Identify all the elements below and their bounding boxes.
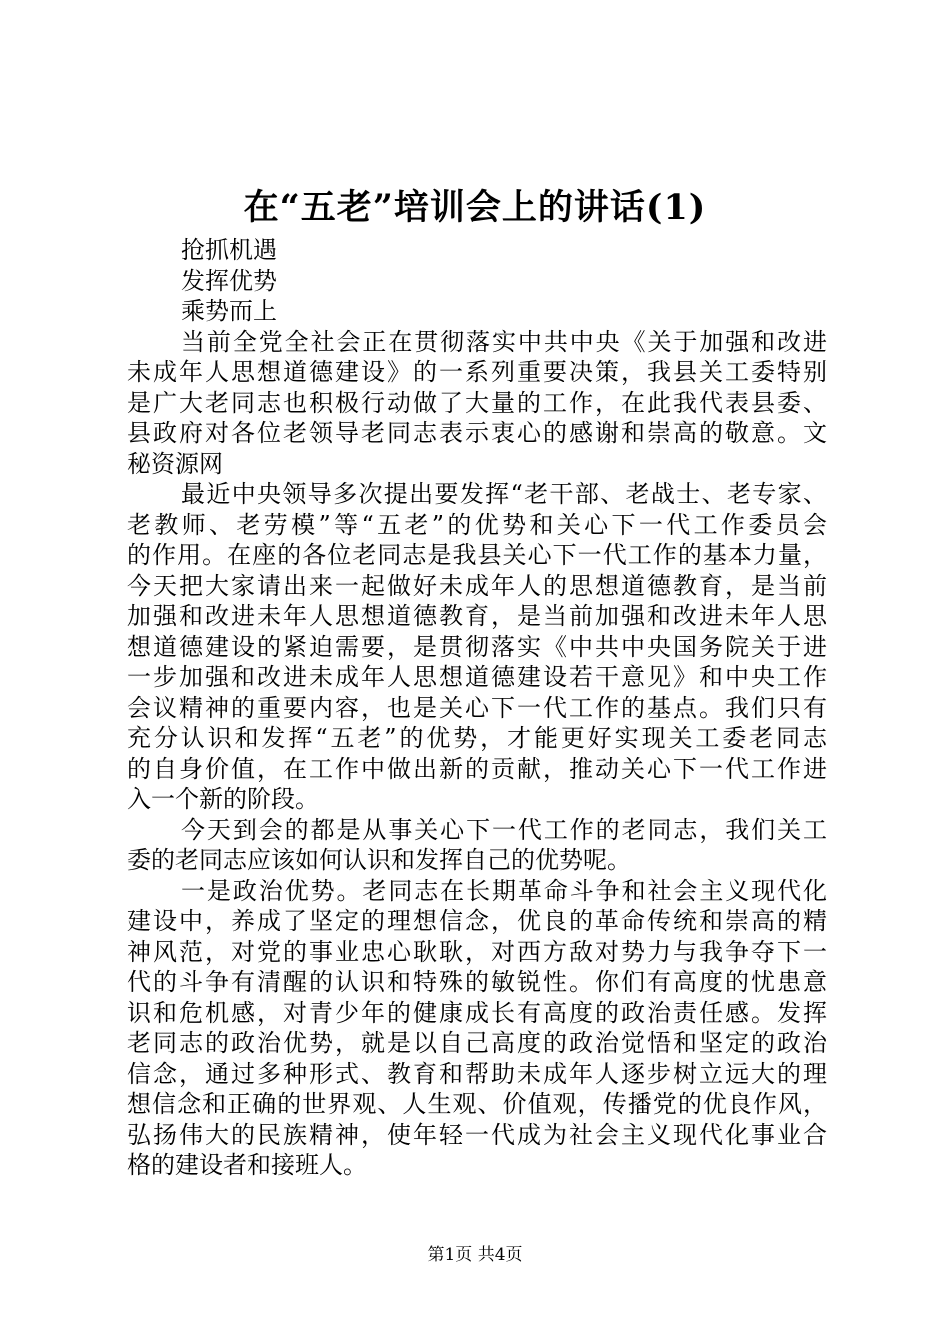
text-line: 抢抓机遇 [181, 236, 277, 264]
text-line: 今天把大家请出来一起做好未成年人的思想道德教育，是当前 [127, 571, 827, 600]
text-line: 发挥优势 [181, 266, 277, 295]
text-line: 今天到会的都是从事关心下一代工作的老同志，我们关工 [181, 815, 827, 844]
text-line: 秘资源网 [127, 449, 223, 478]
text-line: 建设中，养成了坚定的理想信念，优良的革命传统和崇高的精 [127, 907, 827, 935]
text-line: 当前全党全社会正在贯彻落实中共中央《关于加强和改进 [181, 327, 827, 356]
text-line: 识和危机感，对青少年的健康成长有高度的政治责任感。发挥 [127, 998, 827, 1027]
text-line: 一步加强和改进未成年人思想道德建设若干意见》和中央工作 [127, 663, 827, 691]
document-title: 在“五老”培训会上的讲话(1) [243, 187, 707, 228]
text-line: 未成年人思想道德建设》的一系列重要决策，我县关工委特别 [127, 358, 827, 386]
text-line: 弘扬伟大的民族精神，使年轻一代成为社会主义现代化事业合 [127, 1120, 827, 1149]
text-line: 最近中央领导多次提出要发挥“老干部、老战士、老专家、 [181, 480, 827, 508]
text-line: 一是政治优势。老同志在长期革命斗争和社会主义现代化 [181, 876, 827, 905]
text-line: 充分认识和发挥“五老”的优势，才能更好实现关工委老同志 [127, 724, 827, 752]
text-line: 想信念和正确的世界观、人生观、价值观，传播党的优良作风， [127, 1090, 827, 1118]
document-body [127, 235, 827, 1181]
text-line: 会议精神的重要内容，也是关心下一代工作的基点。我们只有 [127, 693, 827, 722]
text-line: 神风范，对党的事业忠心耿耿，对西方敌对势力与我争夺下一 [127, 937, 827, 966]
page-footer: 第1页 共4页 [427, 1245, 523, 1265]
text-line: 是广大老同志也积极行动做了大量的工作，在此我代表县委、 [127, 388, 827, 417]
text-line: 老同志的政治优势，就是以自己高度的政治觉悟和坚定的政治 [127, 1029, 827, 1057]
text-line: 老教师、老劳模”等“五老”的优势和关心下一代工作委员会 [127, 510, 827, 539]
text-line: 入一个新的阶段。 [127, 785, 319, 813]
text-line: 县政府对各位老领导老同志表示衷心的感谢和崇高的敬意。文 [127, 419, 827, 447]
text-line: 信念，通过多种形式、教育和帮助未成年人逐步树立远大的理 [127, 1059, 827, 1088]
text-line: 加强和改进未年人思想道德教育，是当前加强和改进未年人思 [127, 602, 827, 630]
text-line: 代的斗争有清醒的认识和特殊的敏锐性。你们有高度的忧患意 [127, 968, 827, 996]
text-line: 的自身价值，在工作中做出新的贡献，推动关心下一代工作进 [127, 754, 827, 783]
text-line: 委的老同志应该如何认识和发挥自己的优势呢。 [127, 846, 631, 874]
text-line: 想道德建设的紧迫需要，是贯彻落实《中共中央国务院关于进 [127, 632, 827, 661]
text-line: 乘势而上 [181, 297, 277, 325]
text-line: 的作用。在座的各位老同志是我县关心下一代工作的基本力量， [127, 541, 827, 569]
text-line: 格的建设者和接班人。 [127, 1151, 367, 1179]
